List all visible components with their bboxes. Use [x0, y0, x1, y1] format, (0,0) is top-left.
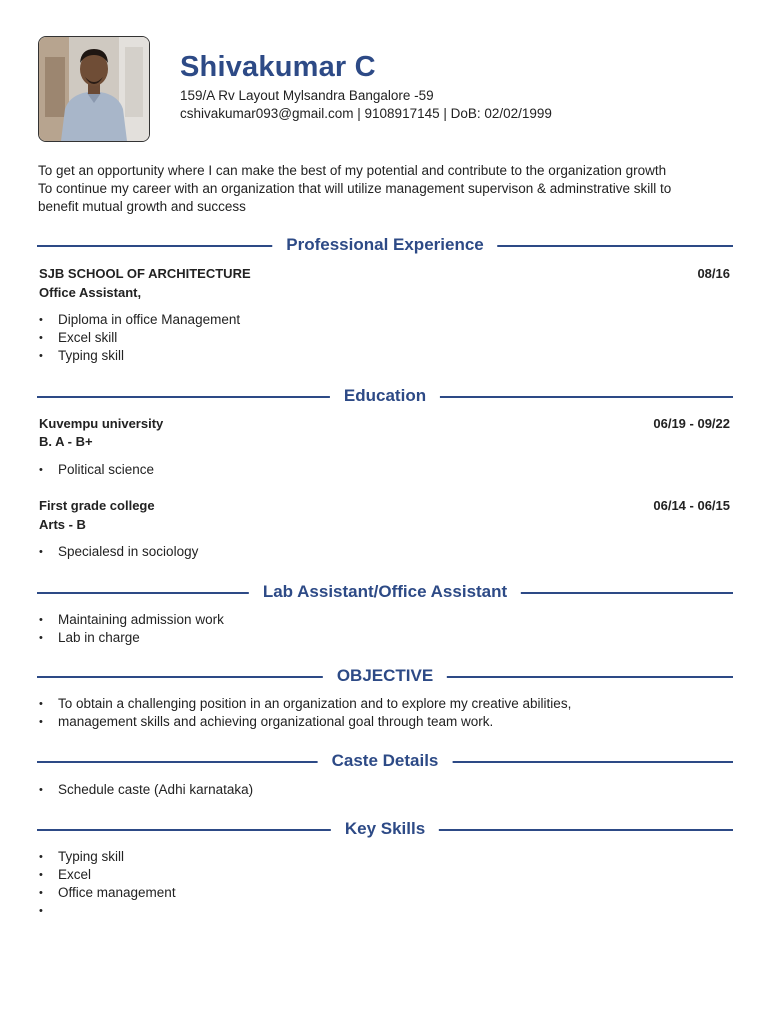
list-item: • Typing skill: [39, 347, 240, 365]
education-list: [39, 461, 154, 479]
profile-photo: [38, 36, 150, 142]
experience-list: [39, 311, 240, 365]
section-title: Caste Details: [318, 750, 453, 772]
section-title: OBJECTIVE: [323, 665, 447, 687]
address-line: 159/A Rv Layout Mylsandra Bangalore -59: [180, 88, 434, 103]
education-list: [39, 543, 198, 561]
employment-date: 08/16: [697, 266, 730, 281]
section-heading-objective: [37, 665, 733, 687]
school-name: First grade college: [39, 498, 155, 513]
list-item: • Political science: [39, 461, 154, 479]
objective-list: [39, 695, 571, 731]
degree: B. A - B+: [39, 434, 93, 449]
section-heading-lab-assistant: [37, 581, 733, 603]
summary-line: To get an opportunity where I can make the best of my potential and contribute to the organization growth: [38, 163, 667, 178]
list-item: • Office management: [39, 884, 176, 902]
list-item: • Schedule caste (Adhi karnataka): [39, 781, 253, 799]
education-date: 06/19 - 09/22: [653, 416, 730, 431]
career-summary: [38, 162, 738, 216]
list-item: • To obtain a challenging position in an organization and to explore my creative abilities,: [39, 695, 571, 713]
degree: Arts - B: [39, 517, 86, 532]
section-title: Lab Assistant/Office Assistant: [249, 581, 521, 603]
section-title: Education: [330, 385, 440, 407]
contact-line: cshivakumar093@gmail.com | 9108917145 | DoB: 02/02/1999: [180, 106, 552, 121]
list-item: • Lab in charge: [39, 629, 224, 647]
list-item: • Excel skill: [39, 329, 240, 347]
caste-list: [39, 781, 253, 799]
section-title: Key Skills: [331, 818, 439, 840]
section-heading-caste: [37, 750, 733, 772]
section-heading-experience: [37, 234, 733, 256]
summary-line: To continue my career with an organization that will utilize management supervison & adminstrative skill to: [38, 181, 672, 196]
list-item: • Diploma in office Management: [39, 311, 240, 329]
list-item: • Typing skill: [39, 848, 176, 866]
education-date: 06/14 - 06/15: [653, 498, 730, 513]
school-name: Kuvempu university: [39, 416, 164, 431]
list-item: • Specialesd in sociology: [39, 543, 198, 561]
section-heading-skills: [37, 818, 733, 840]
section-heading-education: [37, 385, 733, 407]
list-item: [39, 902, 176, 920]
job-role: Office Assistant,: [39, 285, 142, 300]
summary-line: benefit mutual growth and success: [38, 199, 246, 214]
candidate-name: Shivakumar C: [180, 51, 376, 83]
employer-name: SJB SCHOOL OF ARCHITECTURE: [39, 266, 251, 281]
list-item: • management skills and achieving organizational goal through team work.: [39, 713, 571, 731]
section-title: Professional Experience: [272, 234, 497, 256]
list-item: • Maintaining admission work: [39, 611, 224, 629]
skills-list: [39, 848, 176, 920]
lab-list: [39, 611, 224, 647]
list-item: • Excel: [39, 866, 176, 884]
